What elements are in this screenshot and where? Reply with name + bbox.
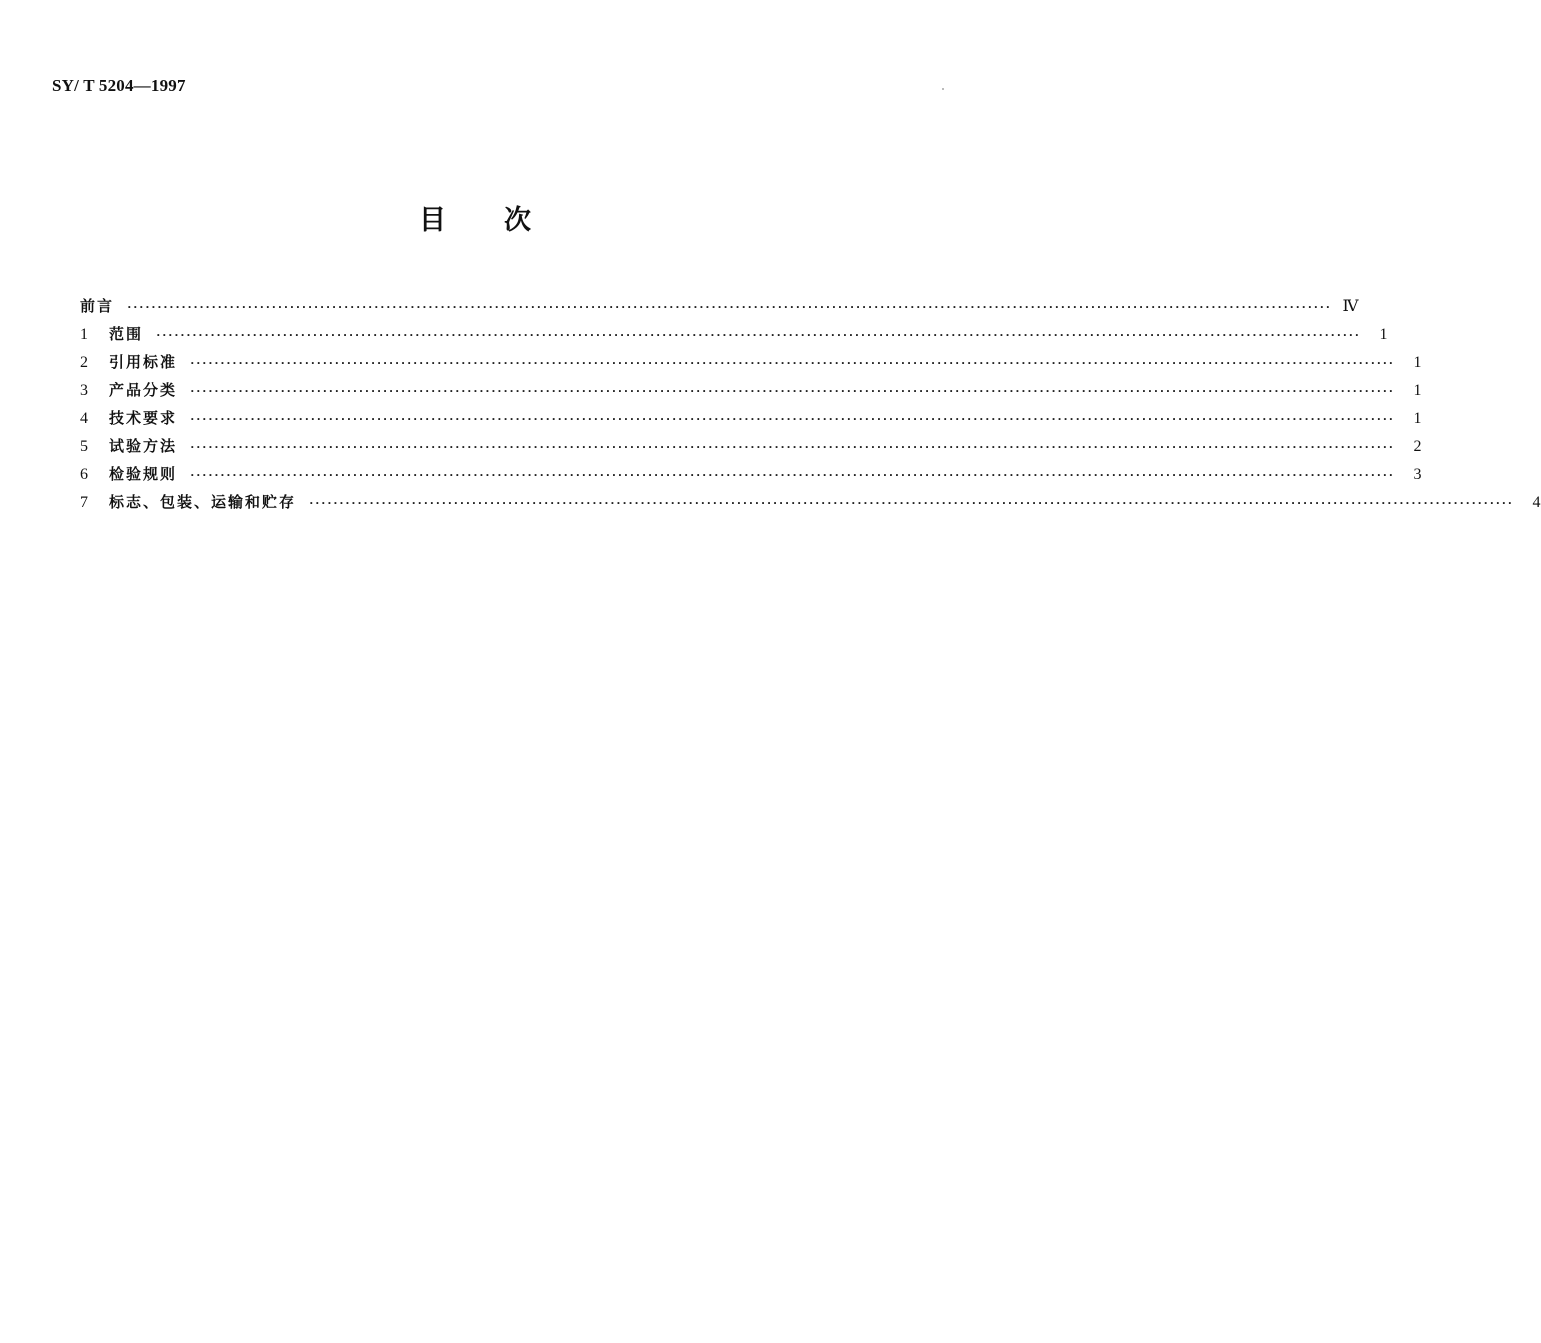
toc-entry-technical-requirements[interactable] [80, 404, 1422, 432]
dot-leader: ········································································································································································································ [189, 413, 1394, 426]
dot-leader: ········································································································································································································ [155, 329, 1360, 342]
toc-entry-page: 4 [1532, 494, 1541, 511]
toc-entry-label: 范围 [109, 325, 144, 343]
standard-code: SY/ T 5204—1997 [52, 76, 186, 95]
toc-entry-classification[interactable] [80, 376, 1422, 404]
dot-leader: ········································································································································································································ [189, 357, 1394, 370]
toc-entry-page: Ⅳ [1342, 298, 1359, 315]
dot-leader: ········································································································································································································ [189, 441, 1394, 454]
toc-entry-number: 7 [80, 494, 88, 511]
toc-entry-number: 2 [80, 354, 88, 371]
toc-entry-foreword[interactable] [80, 292, 1359, 320]
toc-entry-page: 2 [1413, 438, 1422, 455]
toc-entry-page: 1 [1379, 326, 1388, 343]
toc-entry-page: 1 [1413, 410, 1422, 427]
toc-entry-marking-packaging[interactable] [80, 488, 1541, 516]
toc-entry-inspection-rules[interactable] [80, 460, 1422, 488]
page-title: 目次 [419, 205, 589, 236]
toc-entry-test-methods[interactable] [80, 432, 1422, 460]
toc-entry-label: 产品分类 [109, 381, 178, 399]
dot-leader: ········································································································································································································ [126, 301, 1331, 314]
toc-entry-number: 5 [80, 438, 88, 455]
table-of-contents [80, 292, 1541, 516]
toc-entry-page: 3 [1413, 466, 1422, 483]
toc-entry-label: 检验规则 [109, 465, 178, 483]
dot-leader: ········································································································································································································ [189, 469, 1394, 482]
toc-entry-scope[interactable] [80, 320, 1388, 348]
toc-entry-page: 1 [1413, 382, 1422, 399]
scan-speck [942, 88, 944, 90]
toc-entry-normative-references[interactable] [80, 348, 1422, 376]
dot-leader: ········································································································································································································ [189, 385, 1394, 398]
toc-entry-label: 引用标准 [109, 353, 178, 371]
toc-entry-number: 6 [80, 466, 88, 483]
toc-entry-number: 1 [80, 326, 88, 343]
toc-entry-page: 1 [1413, 354, 1422, 371]
dot-leader: ········································································································································································································ [308, 497, 1513, 510]
toc-entry-number: 4 [80, 410, 88, 427]
toc-entry-label: 技术要求 [109, 409, 178, 427]
toc-entry-label: 试验方法 [109, 437, 178, 455]
toc-entry-label: 标志、包装、运输和贮存 [109, 493, 297, 511]
toc-entry-label: 前言 [80, 297, 115, 315]
toc-entry-number: 3 [80, 382, 88, 399]
